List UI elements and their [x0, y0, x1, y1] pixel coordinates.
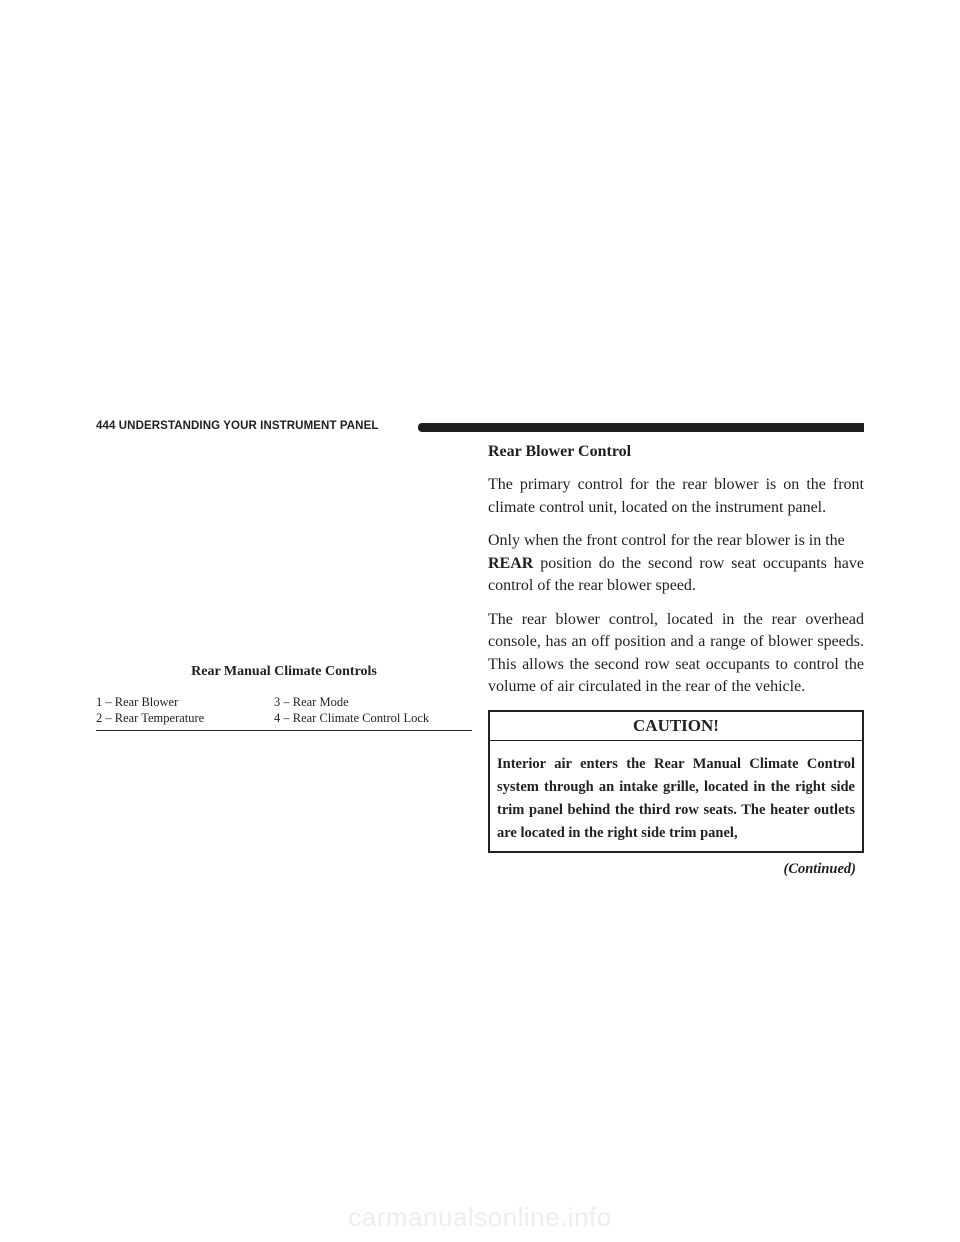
paragraph-text: Only when the front control for the rear blower is in the: [488, 532, 845, 549]
figure-legend: [96, 664, 472, 731]
legend-row: [96, 694, 472, 710]
caution-title: CAUTION!: [490, 712, 862, 741]
legend-rule: [96, 730, 472, 731]
header-rule: [418, 423, 864, 432]
legend-item: 2 – Rear Temperature: [96, 711, 205, 725]
rear-keyword: REAR: [488, 554, 534, 572]
main-column: [488, 440, 864, 878]
legend-item: 4 – Rear Climate Control Lock: [274, 711, 430, 725]
caution-text: Interior air enters the Rear Manual Climate Control system through an intake grille, located in the right side trim panel behind the third row seats. The heater outlets are located in the right side trim panel,: [497, 755, 855, 841]
continued-label: (Continued): [783, 860, 856, 877]
figure-caption: Rear Manual Climate Controls: [191, 664, 377, 679]
watermark: carmanualsonline.info: [348, 1202, 612, 1232]
paragraph-text: position do the second row seat occupants have control of the rear blower speed.: [488, 554, 864, 594]
page-header: [96, 418, 864, 436]
legend-row: [96, 710, 472, 726]
section-heading: Rear Blower Control: [488, 443, 632, 460]
page-title: 444 UNDERSTANDING YOUR INSTRUMENT PANEL: [96, 420, 379, 432]
legend-item: 3 – Rear Mode: [274, 695, 349, 709]
legend-table: [96, 694, 472, 726]
caution-box: [488, 710, 864, 853]
legend-item: 1 – Rear Blower: [96, 695, 179, 709]
paragraph: The primary control for the rear blower is on the front climate control unit, located on the instrument panel.: [488, 476, 864, 516]
paragraph: The rear blower control, located in the rear overhead console, has an off position and a range of blower speeds. This allows the second row seat occupants to control the volume of air circulated in the rear of the vehicle.: [488, 610, 864, 695]
paragraph: [488, 530, 864, 598]
